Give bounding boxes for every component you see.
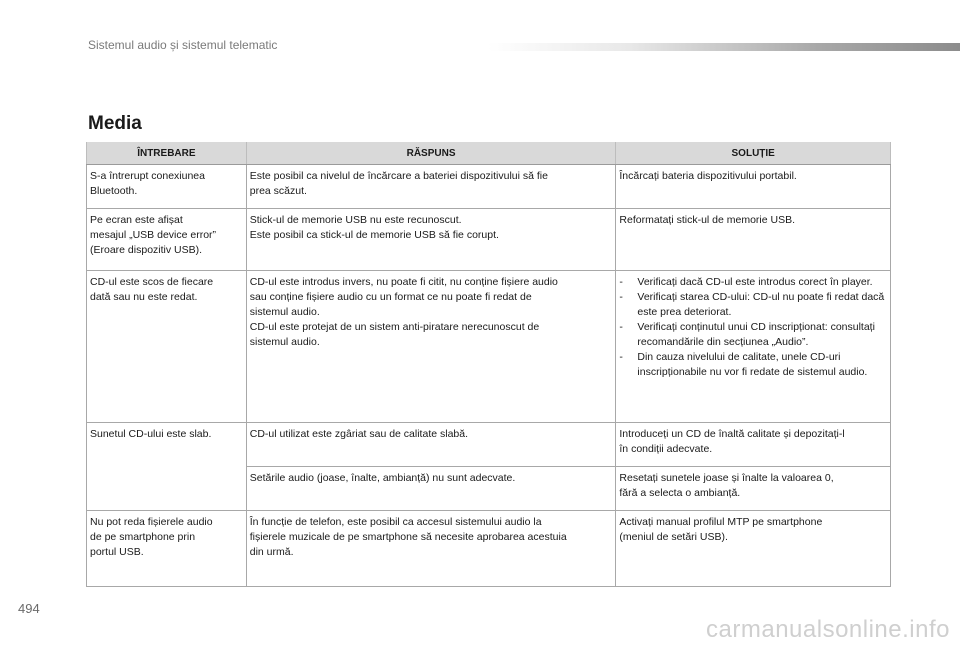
answer-line: CD-ul utilizat este zgâriat sau de calitate slabă. bbox=[249, 428, 469, 440]
question-cell bbox=[87, 165, 247, 209]
solution-line: în condiții adecvate. bbox=[619, 443, 713, 455]
solution-cell bbox=[616, 209, 891, 271]
question-cell bbox=[87, 511, 247, 587]
solution-line: Încărcați bateria dispozitivului portabil. bbox=[619, 170, 797, 182]
table-row bbox=[87, 209, 891, 271]
section-title: Media bbox=[88, 113, 142, 134]
answer-line: Stick-ul de memorie USB nu este recunoscut. bbox=[249, 214, 462, 226]
solution-cell bbox=[616, 511, 891, 587]
answer-line: sistemul audio. bbox=[249, 336, 320, 348]
question-line: Nu pot reda fișierele audio bbox=[90, 516, 213, 528]
question-cell bbox=[87, 423, 247, 511]
question-line: Sunetul CD-ului este slab. bbox=[90, 428, 212, 440]
watermark: carmanualsonline.info bbox=[706, 616, 950, 643]
answer-cell bbox=[246, 165, 616, 209]
column-header-solution: SOLUȚIE bbox=[616, 142, 891, 165]
troubleshooting-table bbox=[86, 142, 891, 587]
answer-line: CD-ul este protejat de un sistem anti-piratare nerecunoscut de bbox=[249, 321, 540, 333]
column-header-answer: RĂSPUNS bbox=[246, 142, 616, 165]
answer-cell bbox=[246, 271, 616, 423]
question-line: de pe smartphone prin bbox=[90, 531, 196, 543]
question-cell bbox=[87, 209, 247, 271]
solution-line: fără a selecta o ambianță. bbox=[619, 487, 741, 499]
answer-line: Setările audio (joase, înalte, ambianță) nu sunt adecvate. bbox=[249, 472, 516, 484]
question-line: mesajul „USB device error” bbox=[90, 229, 217, 241]
question-cell bbox=[87, 271, 247, 423]
question-line: Pe ecran este afișat bbox=[90, 214, 183, 226]
solution-line: (meniul de setări USB). bbox=[619, 531, 728, 543]
table-row bbox=[87, 165, 891, 209]
answer-line: În funcție de telefon, este posibil ca accesul sistemului audio la bbox=[249, 516, 542, 528]
solution-cell bbox=[616, 165, 891, 209]
answer-cell bbox=[246, 511, 616, 587]
question-line: dată sau nu este redat. bbox=[90, 291, 198, 303]
solution-list-item: - Verificați starea CD-ului: CD-ul nu poate fi redat dacă este prea deteriorat. bbox=[619, 290, 887, 320]
solution-cell bbox=[616, 423, 891, 467]
answer-cell bbox=[246, 423, 616, 467]
solution-list-item: - Din cauza nivelului de calitate, unele CD-uri inscripționabile nu vor fi redate de sistemul audio. bbox=[619, 350, 887, 380]
solution-cell bbox=[616, 467, 891, 511]
answer-line: sau conține fișiere audio cu un format ce nu poate fi redat de bbox=[249, 291, 532, 303]
answer-line: prea scăzut. bbox=[249, 185, 307, 197]
solution-list bbox=[619, 275, 887, 380]
solution-cell bbox=[616, 271, 891, 423]
answer-line: fișierele muzicale de pe smartphone să necesite aprobarea acestuia bbox=[249, 531, 567, 543]
solution-line: Resetați sunetele joase și înalte la valoarea 0, bbox=[619, 472, 834, 484]
answer-line: Este posibil ca nivelul de încărcare a bateriei dispozitivului să fie bbox=[249, 170, 548, 182]
answer-line: CD-ul este introdus invers, nu poate fi citit, nu conține fișiere audio bbox=[249, 276, 558, 288]
table-row bbox=[87, 271, 891, 423]
answer-cell bbox=[246, 467, 616, 511]
table-header-row bbox=[87, 142, 891, 165]
answer-line: sistemul audio. bbox=[249, 306, 320, 318]
question-line: portul USB. bbox=[90, 546, 144, 558]
table-row bbox=[87, 511, 891, 587]
answer-line: Este posibil ca stick-ul de memorie USB să fie corupt. bbox=[249, 229, 499, 241]
question-line: S-a întrerupt conexiunea bbox=[90, 170, 205, 182]
solution-list-item: - Verificați conținutul unui CD inscripționat: consultați recomandările din secțiunea „Audio”. bbox=[619, 320, 887, 350]
table-row bbox=[87, 423, 891, 467]
question-line: Bluetooth. bbox=[90, 185, 138, 197]
answer-line: din urmă. bbox=[249, 546, 294, 558]
running-header: Sistemul audio și sistemul telematic bbox=[88, 38, 278, 52]
answer-cell bbox=[246, 209, 616, 271]
solution-line: Introduceți un CD de înaltă calitate și depozitați-l bbox=[619, 428, 845, 440]
question-line: (Eroare dispozitiv USB). bbox=[90, 244, 203, 256]
question-line: CD-ul este scos de fiecare bbox=[90, 276, 214, 288]
solution-list-item: - Verificați dacă CD-ul este introdus corect în player. bbox=[619, 275, 887, 290]
solution-line: Reformatați stick-ul de memorie USB. bbox=[619, 214, 796, 226]
column-header-question: ÎNTREBARE bbox=[87, 142, 247, 165]
page-number: 494 bbox=[18, 601, 40, 616]
header-gradient-bar bbox=[488, 43, 960, 51]
solution-line: Activați manual profilul MTP pe smartphone bbox=[619, 516, 823, 528]
